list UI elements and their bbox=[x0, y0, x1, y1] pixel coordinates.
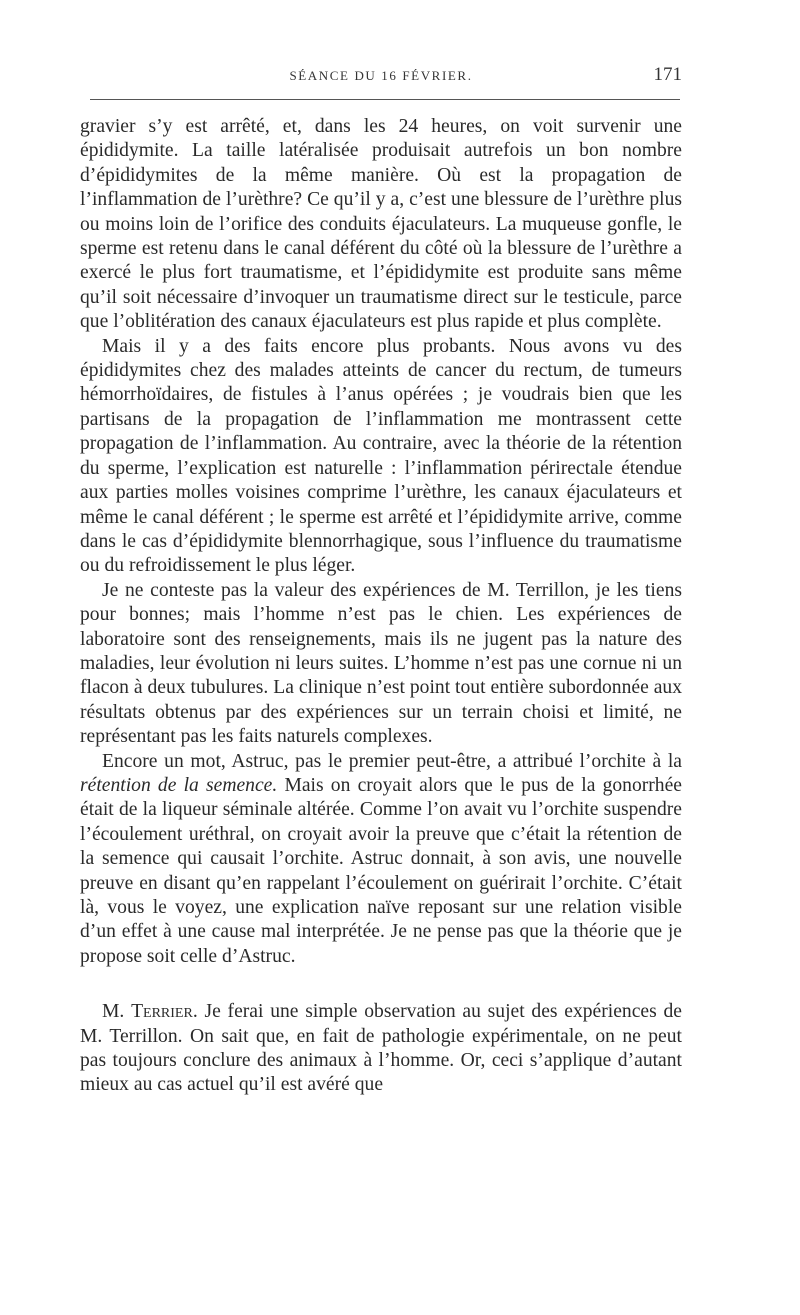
running-head bbox=[80, 64, 682, 88]
header-rule bbox=[90, 99, 680, 100]
paragraph-4 bbox=[80, 750, 682, 970]
paragraph-5 bbox=[80, 1000, 682, 1098]
paragraph-5-text: Je ferai une simple observation au sujet des expériences de M. Terrillon. On sait que, en fait de pathologie expérimentale, on ne peut pas toujours conclure des animaux à l’homme. Or, ceci s’applique d’autant mieux au cas actuel qu’il est avéré que bbox=[80, 1001, 682, 1096]
paragraph-3: Je ne conteste pas la valeur des expériences de M. Terrillon, je les tiens pour bonnes; mais l’homme n’est pas le chien. Les expériences de laboratoire sont des renseignements, mais ils ne jugent pas la nature des maladies, leur évolution ni leurs suites. L’homme n’est pas une cornue ni un flacon à deux tubulures. La clinique n’est point tout entière subordonnée aux résultats obtenus par des expériences sur un terrain choisi et limité, ne représentant pas les faits naturels complexes. bbox=[80, 579, 682, 748]
page-number: 171 bbox=[653, 64, 682, 85]
paragraph-5-lead: M. bbox=[102, 1001, 132, 1023]
paragraph-4-text-b: Mais on croyait alors que le pus de la gonorrhée était de la liqueur séminale altérée. Comme l’on avait vu l’orchite suspendre l’écoulement uréthral, on croyait avoir la preuve que c’était la rétention de la semence qui causait l’orchite. Astruc donnait, à son avis, une nouvelle preuve en disant qu’en rappelant l’écoulement on guérirait l’orchite. C’était là, vous le voyez, une explication naïve reposant sur une relation visible d’un effet à une cause mal interprétée. Je ne pense pas que la théorie que je propose soit celle d’Astruc. bbox=[80, 774, 682, 967]
paragraph-2: Mais il y a des faits encore plus probants. Nous avons vu des épididymites chez des malades atteints de cancer du rectum, de tumeurs hémorrhoïdaires, de fistules à l’anus opérées ; je voudrais bien que les partisans de la propagation de l’inflammation me montrassent cette propagation de l’inflammation. Au contraire, avec la théorie de la rétention du sperme, l’explication est naturelle : l’inflammation périrectale étendue aux parties molles voisines comprime l’urèthre, les canaux éjaculateurs et même le canal déférent ; le sperme est arrêté et l’épididymite arrive, comme dans le cas d’épididymite blennorrhagique, sous l’influence du traumatisme ou du refroidissement le plus léger. bbox=[80, 335, 682, 577]
paragraph-4-text-a: Encore un mot, Astruc, pas le premier peut-être, a attribué l’orchite à la bbox=[102, 750, 682, 772]
paragraph-4-italic: rétention de la semence. bbox=[80, 774, 278, 796]
paragraph-1: gravier s’y est arrêté, et, dans les 24 heures, on voit survenir une épididymite. La taille latéralisée produisait autrefois un bon nombre d’épididymites de la même manière. Où est la propagation de l’inflammation de l’urèthre? Ce qu’il y a, c’est une blessure de l’urèthre plus ou moins loin de l’orifice des conduits éjaculateurs. La muqueuse gonfle, le sperme est retenu dans le canal déférent du côté où la blessure de l’urèthre a exercé le plus fort traumatisme, et l’épididymite est produite sans même qu’il soit nécessaire d’invoquer un traumatisme direct sur le testicule, parce que l’oblitération des canaux éjaculateurs est plus rapide et plus complète. bbox=[80, 116, 682, 333]
body-text bbox=[80, 115, 682, 1098]
running-title: SÉANCE DU 16 FÉVRIER. bbox=[289, 68, 473, 83]
speaker-name: Terrier. bbox=[131, 1001, 198, 1023]
